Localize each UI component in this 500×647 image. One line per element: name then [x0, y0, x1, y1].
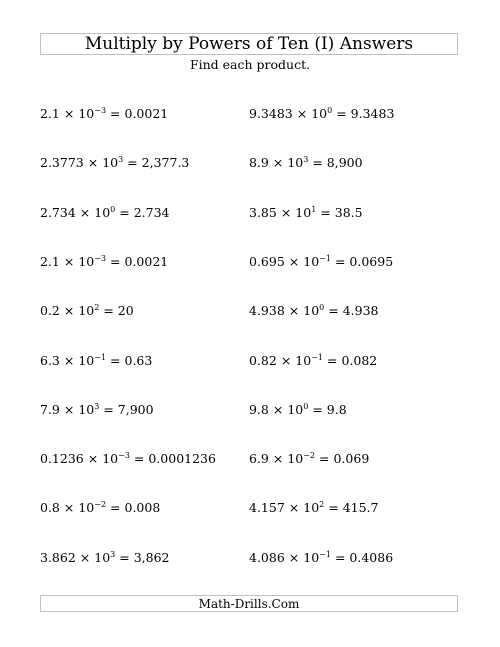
- problem-base: 10: [311, 106, 328, 121]
- problem-coefficient: 2.1: [40, 106, 60, 121]
- worksheet-title: Multiply by Powers of Ten (I) Answers: [40, 33, 458, 55]
- problem-answer: 0.0021: [124, 253, 169, 269]
- times-symbol: ×: [296, 106, 308, 121]
- worksheet-footer: Math-Drills.Com: [40, 595, 458, 612]
- problem-base: 10: [78, 253, 95, 269]
- problem-item: [249, 108, 394, 121]
- problem-base: 10: [287, 155, 304, 171]
- equals-symbol: =: [119, 204, 130, 220]
- problem-answer: 4.938: [342, 303, 379, 319]
- problem-item: [40, 253, 169, 269]
- equals-symbol: =: [336, 106, 347, 121]
- problem-coefficient: 9.8: [249, 401, 269, 417]
- problem-coefficient: 6.3: [40, 352, 60, 368]
- problem-answer: 0.0695: [349, 253, 394, 269]
- problem-base: 10: [295, 204, 312, 220]
- problem-item: [40, 157, 189, 170]
- problem-answer: 0.63: [124, 352, 153, 368]
- problem-answer: 0.008: [124, 500, 161, 516]
- worksheet-instructions: Find each product.: [189, 57, 311, 72]
- problem-coefficient: 8.9: [249, 155, 269, 171]
- problem-answer: 20: [117, 303, 134, 319]
- times-symbol: ×: [63, 253, 75, 269]
- problem-item: [40, 352, 153, 368]
- problem-item: [40, 453, 216, 466]
- problem-exponent: 3: [118, 155, 124, 165]
- problem-answer: 0.0001236: [148, 451, 216, 467]
- times-symbol: ×: [280, 352, 292, 368]
- problem-coefficient: 4.157: [249, 500, 285, 516]
- problem-coefficient: 7.9: [40, 401, 60, 417]
- problem-base: 10: [303, 303, 320, 319]
- times-symbol: ×: [288, 303, 300, 319]
- times-symbol: ×: [63, 500, 75, 516]
- problem-exponent: 0: [327, 106, 333, 115]
- problem-coefficient: 2.3773: [40, 155, 84, 171]
- equals-symbol: =: [110, 106, 121, 121]
- times-symbol: ×: [280, 204, 292, 220]
- problem-coefficient: 0.8: [40, 500, 60, 516]
- equals-symbol: =: [334, 549, 346, 565]
- times-symbol: ×: [63, 401, 75, 417]
- equals-symbol: =: [133, 451, 145, 467]
- problem-coefficient: 6.9: [249, 451, 269, 467]
- problem-exponent: 3: [94, 401, 100, 411]
- problem-answer: 38.5: [334, 204, 363, 220]
- problem-base: 10: [78, 106, 95, 121]
- equals-symbol: =: [103, 401, 114, 417]
- problem-base: 10: [303, 500, 320, 516]
- problem-item: [249, 401, 347, 417]
- problem-base: 10: [303, 253, 320, 269]
- problem-exponent: 3: [110, 549, 116, 559]
- problem-exponent: 1: [311, 204, 317, 214]
- problem-base: 10: [295, 352, 312, 368]
- problem-item: [40, 108, 168, 121]
- problem-answer: 415.7: [342, 500, 379, 516]
- times-symbol: ×: [63, 352, 75, 368]
- problem-coefficient: 9.3483: [249, 106, 293, 121]
- problem-coefficient: 2.1: [40, 253, 60, 269]
- problem-exponent: 0: [303, 401, 309, 411]
- problem-coefficient: 0.2: [40, 303, 60, 319]
- problem-exponent: −3: [118, 451, 130, 461]
- times-symbol: ×: [288, 500, 300, 516]
- problem-answer: 7,900: [117, 401, 154, 417]
- problem-item: [249, 305, 379, 318]
- problem-exponent: 0: [319, 303, 325, 313]
- problem-base: 10: [94, 549, 111, 565]
- problem-exponent: 3: [303, 155, 309, 165]
- problem-coefficient: 0.695: [249, 253, 285, 269]
- times-symbol: ×: [288, 253, 300, 269]
- problem-base: 10: [78, 401, 95, 417]
- problem-coefficient: 4.086: [249, 549, 285, 565]
- problem-exponent: −1: [311, 352, 323, 362]
- times-symbol: ×: [63, 303, 75, 319]
- problem-item: [40, 502, 160, 515]
- equals-symbol: =: [119, 549, 130, 565]
- problem-coefficient: 3.85: [249, 204, 277, 220]
- problem-item: [249, 549, 394, 565]
- times-symbol: ×: [272, 155, 284, 171]
- equals-symbol: =: [312, 155, 323, 171]
- equals-symbol: =: [334, 253, 346, 269]
- problem-item: [249, 157, 363, 170]
- problem-exponent: 2: [94, 303, 100, 313]
- times-symbol: ×: [79, 204, 91, 220]
- problem-answer: 0.082: [341, 352, 378, 368]
- problem-exponent: −2: [303, 451, 316, 461]
- times-symbol: ×: [272, 451, 284, 467]
- problem-base: 10: [102, 451, 119, 467]
- problem-exponent: −3: [94, 106, 107, 115]
- equals-symbol: =: [103, 303, 114, 319]
- problem-item: [40, 204, 170, 220]
- problem-exponent: −3: [94, 253, 107, 263]
- problem-base: 10: [78, 500, 95, 516]
- times-symbol: ×: [272, 401, 284, 417]
- problem-base: 10: [78, 352, 95, 368]
- problem-coefficient: 0.1236: [40, 451, 84, 467]
- problem-item: [249, 253, 394, 269]
- equals-symbol: =: [328, 500, 339, 516]
- equals-symbol: =: [110, 500, 121, 516]
- problem-coefficient: 4.938: [249, 303, 285, 319]
- problem-item: [249, 352, 378, 368]
- problem-answer: 9.8: [326, 401, 347, 417]
- problem-coefficient: 2.734: [40, 204, 76, 220]
- problem-answer: 8,900: [326, 155, 363, 171]
- times-symbol: ×: [87, 155, 99, 171]
- equals-symbol: =: [326, 352, 338, 368]
- problem-base: 10: [78, 303, 95, 319]
- problem-exponent: 2: [319, 500, 325, 510]
- problem-base: 10: [287, 451, 304, 467]
- equals-symbol: =: [328, 303, 339, 319]
- problem-answer: 0.4086: [349, 549, 394, 565]
- problem-answer: 9.3483: [350, 106, 395, 121]
- problem-item: [40, 549, 170, 565]
- equals-symbol: =: [319, 451, 330, 467]
- times-symbol: ×: [79, 549, 91, 565]
- times-symbol: ×: [288, 549, 300, 565]
- problem-exponent: −1: [319, 253, 331, 263]
- problem-exponent: −1: [319, 549, 331, 559]
- problem-base: 10: [94, 204, 111, 220]
- problem-item: [40, 401, 154, 417]
- equals-symbol: =: [110, 253, 121, 269]
- equals-symbol: =: [127, 155, 138, 171]
- problem-base: 10: [287, 401, 304, 417]
- problem-exponent: −1: [94, 352, 107, 362]
- problem-coefficient: 0.82: [249, 352, 277, 368]
- problem-coefficient: 3.862: [40, 549, 76, 565]
- problem-answer: 2.734: [133, 204, 170, 220]
- equals-symbol: =: [320, 204, 331, 220]
- problem-item: [249, 204, 363, 220]
- problem-item: [249, 453, 369, 466]
- equals-symbol: =: [110, 352, 121, 368]
- problem-answer: 0.069: [333, 451, 370, 467]
- problem-base: 10: [303, 549, 320, 565]
- problem-item: [249, 502, 379, 515]
- equals-symbol: =: [312, 401, 323, 417]
- times-symbol: ×: [87, 451, 99, 467]
- problem-exponent: −2: [94, 500, 107, 510]
- times-symbol: ×: [63, 106, 75, 121]
- problem-item: [40, 305, 134, 318]
- problem-answer: 0.0021: [124, 106, 169, 121]
- problem-base: 10: [102, 155, 119, 171]
- problem-exponent: 0: [110, 204, 116, 214]
- problem-answer: 2,377.3: [141, 155, 190, 171]
- problem-answer: 3,862: [133, 549, 170, 565]
